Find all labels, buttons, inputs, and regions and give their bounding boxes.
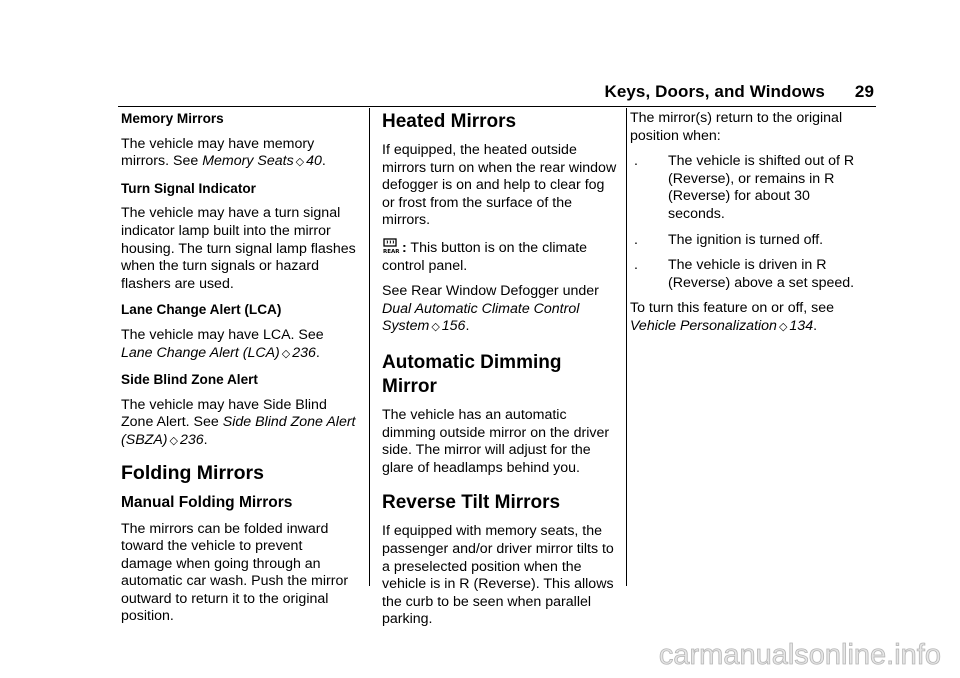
- defogger-see-text: See Rear Window Defogger under Dual Automatic Climate Control System ◇ 156.: [382, 283, 599, 335]
- personalization-link[interactable]: Vehicle Personalization: [630, 317, 777, 334]
- list-item: . The ignition is turned off.: [630, 232, 870, 250]
- reverse-tilt-text: If equipped with memory seats, the passenger and/or driver mirror tilts to a preselected position when the vehicle is in R (Reverse). This allows the curb to be seen when parallel parking.: [382, 523, 614, 628]
- bullet-marker: .: [634, 153, 638, 170]
- lca-page[interactable]: 236: [292, 344, 316, 361]
- manual-folding-text: The mirrors can be folded inward toward the vehicle to prevent damage when going through an automatic car wash. Push the mirror outward to return it to the original position.: [121, 520, 349, 625]
- column-middle: [382, 110, 618, 637]
- header-rule: [118, 106, 876, 107]
- bullet-marker: .: [634, 257, 638, 274]
- climate-control-link[interactable]: Dual Automatic Climate Control System: [382, 300, 580, 335]
- climate-control-page[interactable]: 156: [441, 318, 466, 335]
- list-item: . The vehicle is shifted out of R (Reverse), or remains in R (Reverse) for about 30 seconds.: [630, 153, 870, 223]
- page-number: 29: [854, 82, 874, 101]
- watermark: [586, 634, 946, 674]
- list-item: . The vehicle is driven in R (Reverse) above a set speed.: [630, 257, 870, 292]
- page-ref-arrow-icon: ◇: [431, 321, 440, 334]
- memory-mirrors-heading: Memory Mirrors: [121, 111, 224, 126]
- memory-mirrors-text: The vehicle may have memory mirrors. See Memory Seats ◇ 40.: [121, 135, 326, 170]
- memory-seats-link[interactable]: Memory Seats: [202, 153, 294, 170]
- turn-signal-heading: Turn Signal Indicator: [121, 180, 256, 196]
- page-ref-arrow-icon: ◇: [169, 434, 178, 447]
- heated-mirrors-text: If equipped, the heated outside mirrors turn on when the rear window defogger is on and help to clear fog or frost from the surface of the mirrors.: [382, 142, 617, 229]
- page-ref-arrow-icon: ◇: [295, 156, 305, 169]
- personalization-text: To turn this feature on or off, see Vehicle Personalization ◇ 134.: [630, 300, 834, 334]
- auto-dimming-text: The vehicle has an automatic dimming outside mirror on the driver side. The mirror will adjust for the glare of headlamps behind you.: [382, 406, 610, 476]
- sbza-link[interactable]: Side Blind Zone Alert (SBZA): [121, 414, 356, 448]
- sbza-heading: Side Blind Zone Alert: [121, 372, 258, 388]
- running-header: [604, 82, 874, 102]
- return-intro-text: The mirror(s) return to the original position when:: [630, 110, 843, 144]
- page-ref-arrow-icon: ◇: [281, 347, 291, 360]
- rear-defogger-icon: [382, 238, 400, 254]
- svg-text:carmanualsonline.info: carmanualsonline.info: [658, 639, 941, 671]
- bullet-marker: .: [634, 231, 638, 248]
- lca-heading: Lane Change Alert (LCA): [121, 302, 282, 318]
- personalization-page[interactable]: 134: [789, 317, 814, 334]
- defogger-icon-note: REAR : This button is on the climate control panel.: [382, 239, 588, 274]
- column-left: [121, 110, 357, 634]
- manual-folding-heading: Manual Folding Mirrors: [121, 493, 293, 511]
- page-ref-arrow-icon: ◇: [778, 320, 788, 333]
- reverse-tilt-heading: Reverse Tilt Mirrors: [382, 492, 561, 514]
- heated-mirrors-heading: Heated Mirrors: [382, 111, 517, 132]
- sbza-page[interactable]: 236: [179, 431, 204, 448]
- section-title: Keys, Doors, and Windows: [604, 82, 825, 101]
- folding-mirrors-heading: Folding Mirrors: [121, 461, 264, 484]
- lca-text: The vehicle may have LCA. See Lane Change Alert (LCA) ◇ 236.: [121, 326, 324, 361]
- memory-seats-page[interactable]: 40: [306, 153, 322, 170]
- lca-link[interactable]: Lane Change Alert (LCA): [121, 344, 280, 361]
- svg-text:REAR: REAR: [383, 248, 400, 254]
- auto-dimming-heading: Automatic Dimming Mirror: [382, 351, 562, 397]
- column-right: [630, 110, 870, 345]
- column-divider-2: [626, 108, 627, 586]
- column-divider-1: [369, 108, 370, 586]
- turn-signal-text: The vehicle may have a turn signal indicator lamp built into the mirror housing. The turn signal lamp flashes when the turn signals or hazard flashers are used.: [121, 205, 356, 292]
- sbza-text: The vehicle may have Side Blind Zone Alert. See Side Blind Zone Alert (SBZA) ◇ 236.: [121, 396, 356, 448]
